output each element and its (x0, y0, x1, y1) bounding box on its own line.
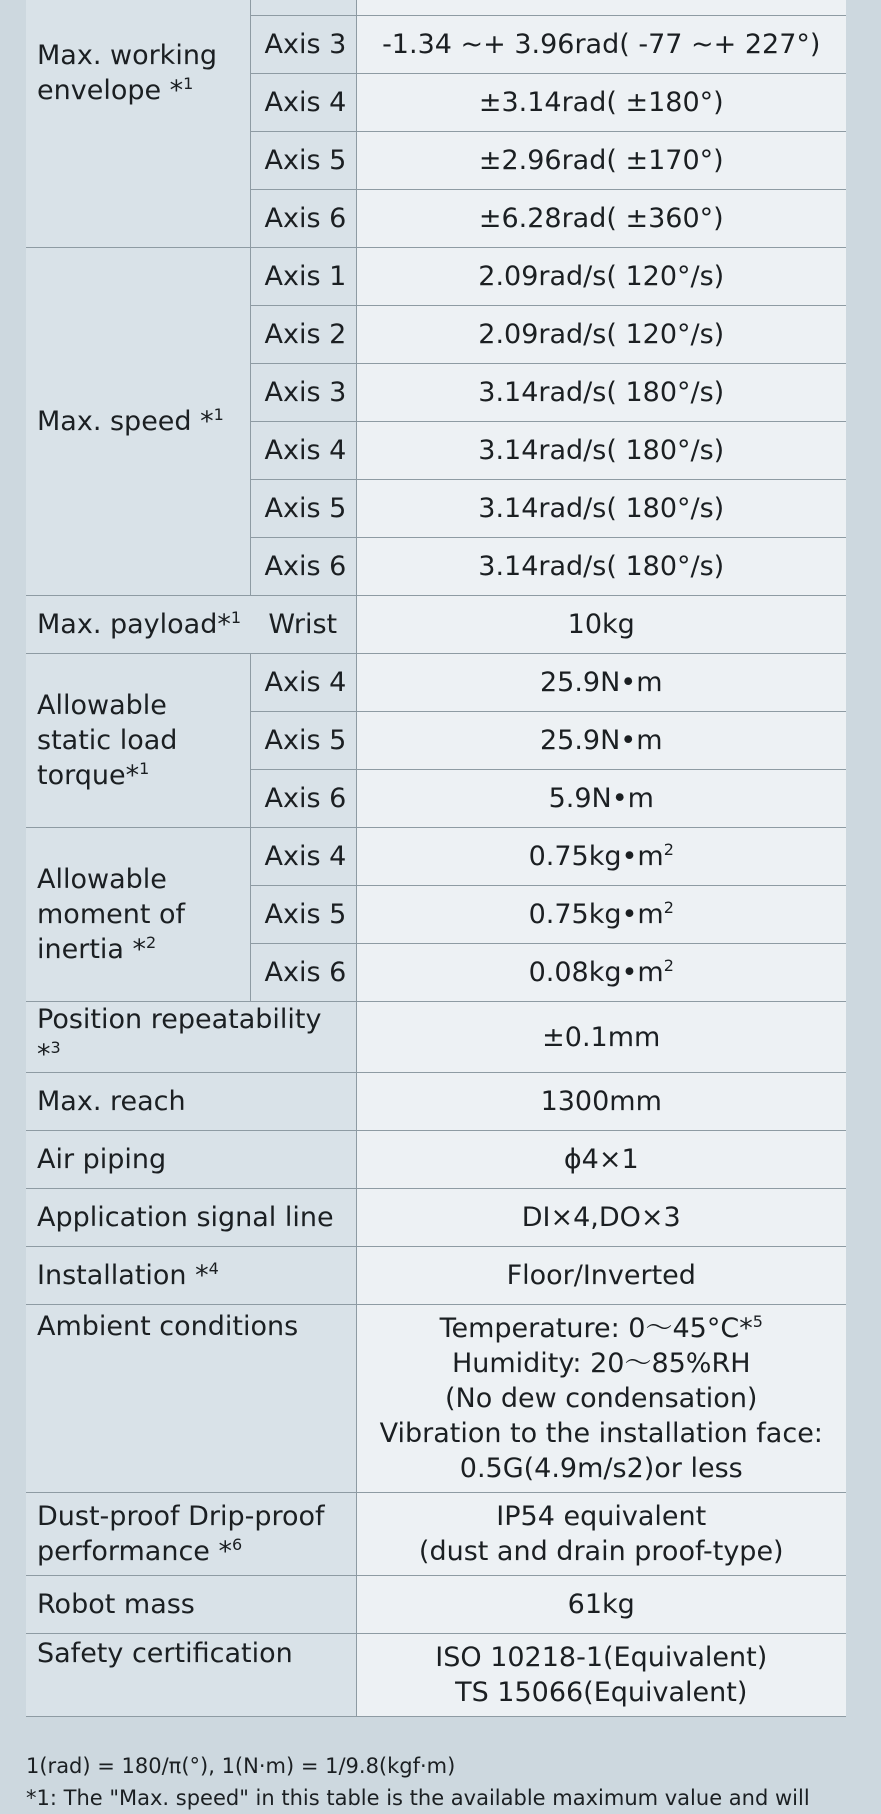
table-row (26, 1493, 846, 1576)
speed-value: 3.14rad/s( 180°/s) (356, 422, 846, 480)
speed-value: 3.14rad/s( 180°/s) (356, 480, 846, 538)
table-row (26, 1576, 846, 1634)
repeatability-value: ±0.1mm (356, 1002, 846, 1073)
dust-proof-value: IP54 equivalent (dust and drain proof-type) (356, 1493, 846, 1576)
table-row (26, 596, 846, 654)
table-row (26, 1189, 846, 1247)
inertia-value: $0.08kg•m^2$ (356, 944, 846, 1002)
envelope-value: -1.34 ~+ 3.96rad( -77 ~+ 227°) (356, 16, 846, 74)
envelope-value: ±6.28rad( ±360°) (356, 190, 846, 248)
table-row (26, 1002, 846, 1073)
conversion-note: 1(rad) = 180/π(°), 1(N·m) = 1/9.8(kgf·m) (26, 1754, 456, 1778)
axis-label: Axis 4 (250, 422, 356, 480)
torque-value: 5.9N•m (356, 770, 846, 828)
envelope-prev-value (356, 0, 846, 16)
table-row (26, 1634, 846, 1717)
spec-table (26, 0, 846, 1717)
axis-label: Axis 3 (250, 364, 356, 422)
ambient-value: Temperature: 0〜45°C*$^5$ Humidity: 20〜85%RH (No dew condensation) Vibration to the installation face: 0.5G(4.9m/s2)or less (356, 1305, 846, 1493)
dust-proof-label: Dust-proof Drip-proof performance *$^6$ (26, 1493, 356, 1576)
envelope-value: ±3.14rad( ±180°) (356, 74, 846, 132)
axis-label: Axis 2 (250, 306, 356, 364)
footnotes (26, 1750, 856, 1814)
reach-value: 1300mm (356, 1073, 846, 1131)
inertia-value: $0.75kg•m^2$ (356, 828, 846, 886)
installation-label: Installation *$^4$ (26, 1247, 356, 1305)
payload-label: Max. payload*$^1$ (26, 596, 250, 654)
air-piping-value: ϕ4×1 (356, 1131, 846, 1189)
table-row (26, 0, 846, 16)
safety-label: Safety certification (26, 1634, 356, 1717)
payload-value: 10kg (356, 596, 846, 654)
table-row (26, 1305, 846, 1493)
envelope-prev-axis (250, 0, 356, 16)
reach-label: Max. reach (26, 1073, 356, 1131)
robot-mass-label: Robot mass (26, 1576, 356, 1634)
axis-label: Axis 6 (250, 944, 356, 1002)
inertia-label: Allowable moment of inertia *$^2$ (26, 828, 250, 1002)
axis-label: Axis 5 (250, 480, 356, 538)
axis-label: Axis 6 (250, 538, 356, 596)
axis-label: Axis 4 (250, 74, 356, 132)
axis-label: Axis 4 (250, 828, 356, 886)
payload-sub-label: Wrist (250, 596, 356, 654)
table-row (26, 1247, 846, 1305)
speed-value: 3.14rad/s( 180°/s) (356, 538, 846, 596)
table-row (26, 248, 846, 306)
table-row (26, 654, 846, 712)
envelope-value: ±2.96rad( ±170°) (356, 132, 846, 190)
signal-line-value: DI×4,DO×3 (356, 1189, 846, 1247)
envelope-label: Max. working envelope *$^1$ (26, 0, 250, 248)
torque-label: Allowable static load torque*$^1$ (26, 654, 250, 828)
table-row (26, 1131, 846, 1189)
signal-line-label: Application signal line (26, 1189, 356, 1247)
axis-label: Axis 1 (250, 248, 356, 306)
speed-value: 3.14rad/s( 180°/s) (356, 364, 846, 422)
repeatability-label: Position repeatability *$^3$ (26, 1002, 356, 1073)
axis-label: Axis 4 (250, 654, 356, 712)
safety-value: ISO 10218-1(Equivalent) TS 15066(Equivalent) (356, 1634, 846, 1717)
inertia-value: $0.75kg•m^2$ (356, 886, 846, 944)
axis-label: Axis 6 (250, 190, 356, 248)
installation-value: Floor/Inverted (356, 1247, 846, 1305)
speed-label: Max. speed *$^1$ (26, 248, 250, 596)
speed-value: 2.09rad/s( 120°/s) (356, 306, 846, 364)
table-row (26, 1073, 846, 1131)
speed-value: 2.09rad/s( 120°/s) (356, 248, 846, 306)
axis-label: Axis 6 (250, 770, 356, 828)
axis-label: Axis 3 (250, 16, 356, 74)
axis-label: Axis 5 (250, 712, 356, 770)
axis-label: Axis 5 (250, 132, 356, 190)
torque-value: 25.9N•m (356, 654, 846, 712)
air-piping-label: Air piping (26, 1131, 356, 1189)
robot-mass-value: 61kg (356, 1576, 846, 1634)
footnote-1: *1: The "Max. speed" in this table is the available maximum value and will (26, 1786, 810, 1810)
torque-value: 25.9N•m (356, 712, 846, 770)
ambient-label: Ambient conditions (26, 1305, 356, 1493)
table-row (26, 828, 846, 886)
axis-label: Axis 5 (250, 886, 356, 944)
